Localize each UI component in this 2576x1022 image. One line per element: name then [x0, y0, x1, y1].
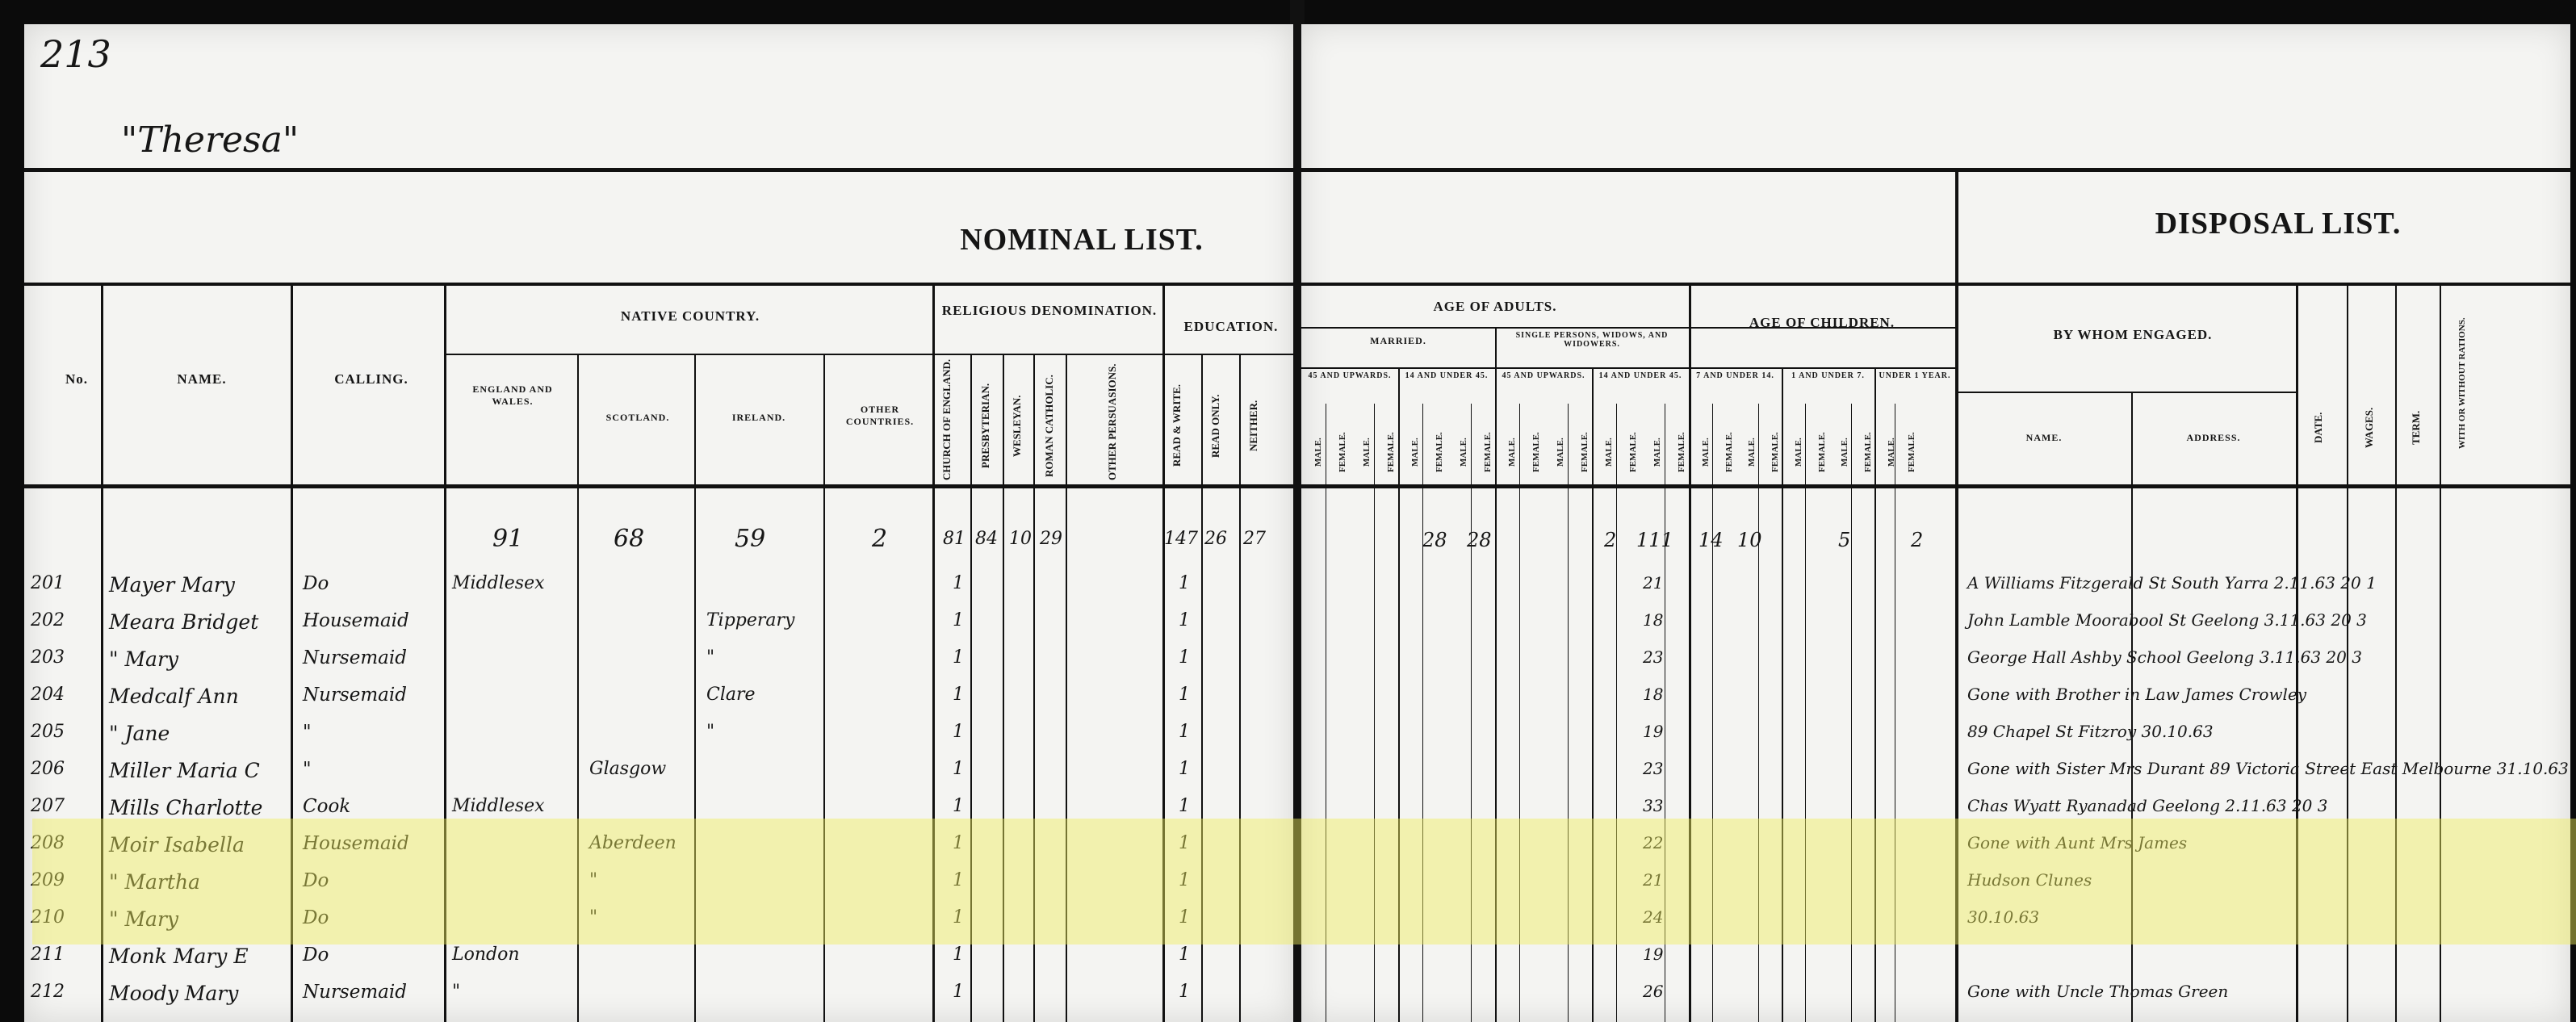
row-calling: "	[303, 722, 312, 743]
header-female: FEMALE.	[1386, 432, 1396, 472]
header-male: MALE.	[1459, 438, 1468, 467]
row-name: " Mary	[109, 647, 179, 671]
row-disposal: George Hall Ashby School Geelong 3.11.63 20 3	[1967, 647, 2362, 667]
row-disposal: Hudson Clunes	[1967, 870, 2092, 890]
header-female: FEMALE.	[1531, 432, 1541, 472]
total-read-write: 147	[1164, 529, 1198, 549]
total-other: 2	[872, 525, 888, 553]
header-male: MALE.	[1794, 438, 1803, 467]
header-native-country: NATIVE COUNTRY.	[620, 308, 760, 324]
row-religion: 1	[953, 759, 964, 779]
header-married: MARRIED.	[1370, 335, 1426, 346]
highlighted-rows-marker	[32, 819, 2576, 945]
row-calling: Nursemaid	[303, 982, 407, 1003]
header-single-45: 45 AND UPWARDS.	[1502, 371, 1585, 380]
header-education: EDUCATION.	[1183, 319, 1279, 334]
row-age: 24	[1643, 907, 1664, 927]
row-name: Miller Maria C	[109, 759, 260, 782]
header-male: MALE.	[1556, 438, 1565, 467]
row-religion: 1	[953, 833, 964, 853]
row-age: 19	[1643, 722, 1664, 741]
total-single-14-f: 111	[1636, 529, 1673, 551]
header-scotland: SCOTLAND.	[605, 412, 670, 423]
row-age: 18	[1643, 610, 1664, 630]
page-number: 213	[40, 32, 111, 76]
row-country: Glasgow	[589, 759, 667, 779]
header-male: MALE.	[1701, 438, 1711, 467]
row-education: 1	[1179, 796, 1190, 816]
row-country: "	[452, 982, 461, 1002]
header-male: MALE.	[1604, 438, 1614, 467]
header-single-14: 14 AND UNDER 45.	[1598, 371, 1682, 380]
total-married-14-m: 28	[1422, 529, 1447, 551]
row-calling: Do	[303, 945, 329, 965]
row-name: " Jane	[109, 722, 170, 745]
row-education: 1	[1179, 833, 1190, 853]
total-wesleyan: 10	[1009, 529, 1032, 549]
row-religion: 1	[953, 573, 964, 593]
header-neither: NEITHER.	[1247, 400, 1259, 452]
header-male: MALE.	[1840, 438, 1849, 467]
row-country: "	[589, 907, 598, 928]
row-religion: 1	[953, 610, 964, 630]
header-roman: ROMAN CATHOLIC.	[1043, 375, 1055, 477]
header-no: No.	[65, 371, 89, 387]
row-education: 1	[1179, 870, 1190, 890]
total-neither: 27	[1243, 529, 1266, 549]
row-education: 1	[1179, 982, 1190, 1002]
disposal-list-title: DISPOSAL LIST.	[2155, 207, 2402, 241]
total-scotland: 68	[614, 525, 645, 553]
header-date: DATE.	[2312, 412, 2324, 444]
row-age: 26	[1643, 982, 1664, 1001]
total-child-1-f: 5	[1838, 529, 1851, 551]
header-female: FEMALE.	[1863, 432, 1873, 472]
row-religion: 1	[953, 796, 964, 816]
header-male: MALE.	[1507, 438, 1517, 467]
row-education: 1	[1179, 573, 1190, 593]
header-name: NAME.	[177, 371, 227, 387]
total-ireland: 59	[735, 525, 766, 553]
row-education: 1	[1179, 907, 1190, 928]
header-male: MALE.	[1887, 438, 1896, 467]
header-by-whom: BY WHOM ENGAGED.	[2053, 327, 2213, 342]
row-calling: Do	[303, 907, 329, 928]
row-disposal: A Williams Fitzgerald St South Yarra 2.11.63 20 1	[1967, 573, 2377, 593]
row-disposal: 89 Chapel St Fitzroy 30.10.63	[1967, 722, 2214, 741]
row-disposal: 30.10.63	[1967, 907, 2040, 927]
row-calling: Nursemaid	[303, 647, 407, 668]
header-female: FEMALE.	[1435, 432, 1444, 472]
row-country: Clare	[706, 685, 756, 705]
total-roman: 29	[1040, 529, 1062, 549]
header-female: FEMALE.	[1770, 432, 1780, 472]
row-age: 19	[1643, 945, 1664, 964]
row-calling: Do	[303, 870, 329, 891]
row-number: 207	[31, 796, 65, 816]
row-number: 211	[31, 945, 65, 965]
total-read-only: 26	[1204, 529, 1227, 549]
row-age: 23	[1643, 759, 1664, 778]
header-child-under1: UNDER 1 YEAR.	[1879, 371, 1951, 380]
header-male: MALE.	[1747, 438, 1757, 467]
row-number: 205	[31, 722, 65, 742]
row-name: Mayer Mary	[109, 573, 235, 597]
row-country: Middlesex	[452, 796, 545, 816]
header-male: MALE.	[1313, 438, 1323, 467]
row-age: 21	[1643, 573, 1664, 593]
row-name: Meara Bridget	[109, 610, 259, 634]
row-number: 201	[31, 573, 65, 593]
header-age-children: AGE OF CHILDREN.	[1749, 315, 1895, 330]
header-female: FEMALE.	[1677, 432, 1686, 472]
row-religion: 1	[953, 647, 964, 668]
row-religion: 1	[953, 907, 964, 928]
row-country: Tipperary	[706, 610, 795, 630]
header-female: FEMALE.	[1338, 432, 1347, 472]
row-number: 212	[31, 982, 65, 1002]
header-male: MALE.	[1652, 438, 1662, 467]
row-name: " Martha	[109, 870, 200, 894]
header-child-1: 1 AND UNDER 7.	[1791, 371, 1865, 380]
total-child-7-m: 14	[1698, 529, 1724, 551]
row-education: 1	[1179, 759, 1190, 779]
row-number: 204	[31, 685, 65, 705]
header-female: FEMALE.	[1724, 432, 1734, 472]
row-country: Aberdeen	[589, 833, 676, 853]
row-age: 22	[1643, 833, 1664, 852]
header-england: ENGLAND AND WALES.	[472, 383, 553, 407]
row-country: "	[706, 722, 715, 742]
header-single: SINGLE PERSONS, WIDOWS, AND WIDOWERS.	[1515, 331, 1669, 349]
nominal-list-title: NOMINAL LIST.	[960, 223, 1204, 257]
row-religion: 1	[953, 982, 964, 1002]
header-rations: WITH OR WITHOUT RATIONS.	[2457, 317, 2467, 450]
row-education: 1	[1179, 722, 1190, 742]
header-wages: WAGES.	[2363, 407, 2375, 449]
row-number: 206	[31, 759, 65, 779]
row-religion: 1	[953, 945, 964, 965]
header-married-14: 14 AND UNDER 45.	[1405, 371, 1489, 380]
row-name: Monk Mary E	[109, 945, 249, 968]
row-country: "	[589, 870, 598, 890]
row-calling: Housemaid	[303, 610, 409, 631]
row-name: " Mary	[109, 907, 179, 931]
row-name: Moody Mary	[109, 982, 239, 1005]
header-ireland: IRELAND.	[731, 412, 786, 423]
row-calling: Housemaid	[303, 833, 409, 854]
row-age: 33	[1643, 796, 1664, 815]
ship-name: "Theresa"	[121, 119, 299, 161]
row-education: 1	[1179, 610, 1190, 630]
total-under1-m: 2	[1911, 529, 1924, 551]
row-age: 18	[1643, 685, 1664, 704]
header-disposal-address: ADDRESS.	[2186, 432, 2241, 443]
row-country: London	[452, 945, 520, 965]
row-name: Moir Isabella	[109, 833, 245, 857]
row-calling: Nursemaid	[303, 685, 407, 706]
header-religious: RELIGIOUS DENOMINATION.	[941, 303, 1158, 318]
row-disposal: Gone with Sister Mrs Durant 89 Victoria Street East Melbourne 31.10.63	[1967, 759, 2569, 778]
total-england: 91	[492, 525, 524, 553]
header-term: TERM.	[2410, 410, 2422, 446]
row-age: 21	[1643, 870, 1664, 890]
row-name: Mills Charlotte	[109, 796, 263, 819]
row-disposal: Gone with Uncle Thomas Green	[1967, 982, 2229, 1001]
row-disposal: Chas Wyatt Ryanadad Geelong 2.11.63 20 3	[1967, 796, 2328, 815]
row-country: "	[706, 647, 715, 668]
row-disposal: John Lamble Moorabool St Geelong 3.11.63 20 3	[1967, 610, 2367, 630]
header-read-write: READ & WRITE.	[1171, 384, 1183, 467]
header-female: FEMALE.	[1907, 432, 1916, 472]
header-married-45: 45 AND UPWARDS.	[1308, 371, 1392, 380]
row-number: 208	[31, 833, 65, 853]
total-married-14-f: 28	[1467, 529, 1492, 551]
row-calling: "	[303, 759, 312, 780]
row-education: 1	[1179, 945, 1190, 965]
header-female: FEMALE.	[1483, 432, 1493, 472]
row-age: 23	[1643, 647, 1664, 667]
total-church: 81	[943, 529, 965, 549]
row-religion: 1	[953, 870, 964, 890]
header-church: CHURCH OF ENGLAND.	[940, 358, 953, 480]
header-other-countries: OTHER COUNTRIES.	[845, 404, 915, 427]
header-calling: CALLING.	[334, 371, 408, 387]
row-calling: Do	[303, 573, 329, 594]
row-number: 202	[31, 610, 65, 630]
header-wesleyan: WESLEYAN.	[1011, 395, 1023, 457]
row-number: 210	[31, 907, 65, 928]
header-female: FEMALE.	[1816, 432, 1827, 472]
total-presb: 84	[975, 529, 998, 549]
row-disposal: Gone with Aunt Mrs James	[1967, 833, 2188, 852]
row-education: 1	[1179, 647, 1190, 668]
row-number: 203	[31, 647, 65, 668]
row-calling: Cook	[303, 796, 351, 817]
header-child-7: 7 AND UNDER 14.	[1696, 371, 1774, 380]
row-religion: 1	[953, 722, 964, 742]
total-single-14-m: 2	[1604, 529, 1617, 551]
header-read-only: READ ONLY.	[1209, 394, 1221, 458]
header-disposal-name: NAME.	[2025, 432, 2063, 443]
header-female: FEMALE.	[1628, 432, 1638, 472]
header-female: FEMALE.	[1580, 432, 1590, 472]
header-other-persuasions: OTHER PERSUASIONS.	[1106, 363, 1118, 480]
row-name: Medcalf Ann	[109, 685, 239, 708]
row-education: 1	[1179, 685, 1190, 705]
row-disposal: Gone with Brother in Law James Crowley	[1967, 685, 2307, 704]
total-child-7-f: 10	[1737, 529, 1762, 551]
header-age-adults: AGE OF ADULTS.	[1433, 299, 1557, 314]
header-male: MALE.	[1410, 438, 1420, 467]
row-number: 209	[31, 870, 65, 890]
header-male: MALE.	[1362, 438, 1372, 467]
header-presbyterian: PRESBYTERIAN.	[979, 383, 991, 469]
row-religion: 1	[953, 685, 964, 705]
row-country: Middlesex	[452, 573, 545, 593]
